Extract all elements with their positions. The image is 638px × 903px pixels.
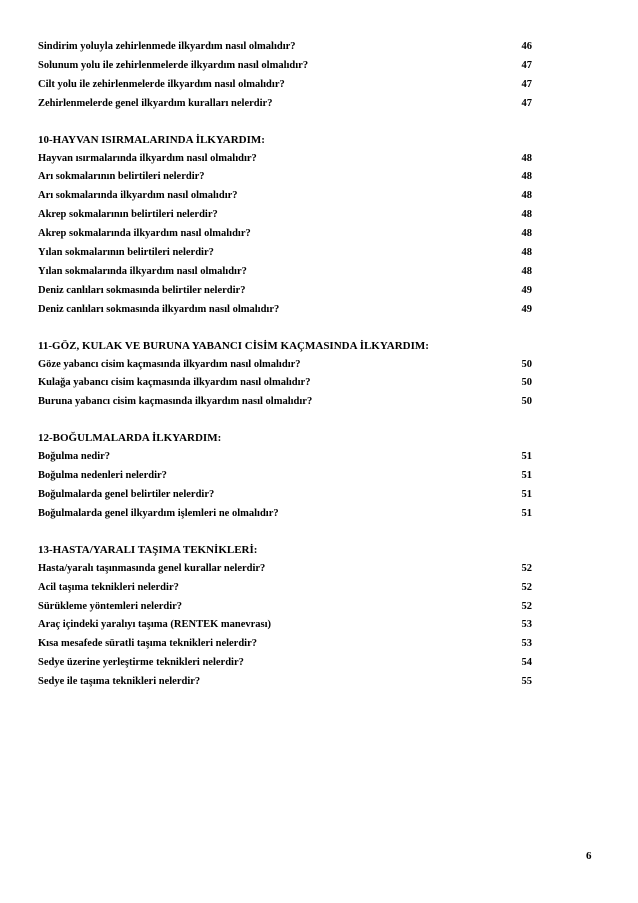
toc-entry [38,225,532,244]
toc-section [38,429,532,524]
toc-entry-text: Boğulma nedenleri nelerdir? [38,470,167,482]
toc-entry-page: 50 [521,358,532,370]
toc-entry [38,448,532,467]
toc-entry-text: Araç içindeki yaralıyı taşıma (RENTEK manevrası) [38,619,272,631]
toc-entry [38,654,532,673]
toc-entry-text: Arı sokmalarında ilkyardım nasıl olmalıdır? [38,190,238,202]
toc-entry [38,356,532,375]
toc-entry [38,486,532,505]
toc-entry-page: 48 [521,171,532,183]
toc-entry [38,76,532,95]
toc-entry-text: Deniz canlıları sokmasında belirtiler nelerdir? [38,284,246,296]
section-heading: 13-HASTA/YARALI TAŞIMA TEKNİKLERİ: [38,543,258,556]
toc-entry [38,467,532,486]
toc-entry-page: 53 [521,619,532,631]
toc-entry [38,635,532,654]
toc-entry-page: 48 [521,247,532,259]
toc-entry-text: Boğulmalarda genel ilkyardım işlemleri ne olmalıdır? [38,507,279,519]
toc-entry-page: 48 [521,228,532,240]
toc-entry-text: Cilt yolu ile zehirlenmelerde ilkyardım nasıl olmalıdır? [38,78,285,90]
toc-entry-text: Solunum yolu ile zehirlenmelerde ilkyardım nasıl olmalıdır? [38,59,309,71]
toc-entry [38,616,532,635]
toc-entry [38,263,532,282]
toc-entry-page: 48 [521,190,532,202]
section-heading: 12-BOĞULMALARDA İLKYARDIM: [38,432,222,445]
toc-entry-page: 46 [521,41,532,52]
toc-entry-text: Arı sokmalarının belirtileri nelerdir? [38,171,205,183]
toc-entry [38,206,532,225]
toc-entry-text: Acil taşıma teknikleri nelerdir? [38,581,179,593]
toc-entry-page: 50 [521,396,532,408]
toc-entry-text: Kısa mesafede süratli taşıma teknikleri nelerdir? [38,638,258,650]
toc-entry-page: 49 [521,303,532,315]
toc-entry-page: 48 [521,152,532,164]
toc-entry-page: 53 [521,638,532,650]
toc-entry-text: Zehirlenmelerde genel ilkyardım kuralları nelerdir? [38,97,273,109]
toc-entry [38,505,532,524]
toc-entry-text: Boğulma nedir? [38,451,111,463]
toc-entry [38,579,532,598]
table-of-contents [38,38,532,692]
toc-entry-text: Yılan sokmalarının belirtileri nelerdir? [38,247,214,259]
toc-entry-text: Sindirim yoluyla zehirlenmede ilkyardım nasıl olmalıdır? [38,41,296,52]
toc-entry-text: Sürükleme yöntemleri nelerdir? [38,600,183,612]
toc-entry [38,244,532,263]
toc-entry [38,168,532,187]
toc-entry-page: 52 [521,581,532,593]
toc-entry-page: 47 [521,78,532,90]
toc-entry [38,598,532,617]
toc-entry-text: Kulağa yabancı cisim kaçmasında ilkyardım nasıl olmalıdır? [38,377,311,389]
toc-entry-text: Yılan sokmalarında ilkyardım nasıl olmalıdır? [38,265,247,277]
toc-entry-text: Deniz canlıları sokmasında ilkyardım nasıl olmalıdır? [38,303,280,315]
toc-entry-text: Buruna yabancı cisim kaçmasında ilkyardım nasıl olmalıdır? [38,396,313,408]
section-heading: 11-GÖZ, KULAK VE BURUNA YABANCI CİSİM KAÇMASINDA İLKYARDIM: [38,339,429,352]
toc-entry [38,374,532,393]
toc-entry-page: 51 [521,470,532,482]
page-number: 6 [586,850,592,862]
toc-entry [38,560,532,579]
toc-entry-text: Hayvan ısırmalarında ilkyardım nasıl olmalıdır? [38,152,257,164]
toc-section [38,541,532,692]
toc-entry-page: 51 [521,451,532,463]
toc-entry-text: Akrep sokmalarının belirtileri nelerdir? [38,209,218,221]
toc-entry [38,282,532,301]
toc-entry [38,95,532,114]
toc-section [38,337,532,413]
toc-section [38,38,532,114]
toc-entry [38,57,532,76]
toc-entry-text: Akrep sokmalarında ilkyardım nasıl olmalıdır? [38,228,251,240]
toc-entry-text: Sedye ile taşıma teknikleri nelerdir? [38,676,201,688]
toc-entry-page: 52 [521,562,532,574]
toc-entry [38,393,532,412]
toc-entry-page: 51 [521,507,532,519]
toc-entry [38,187,532,206]
toc-entry-page: 48 [521,209,532,221]
section-heading: 10-HAYVAN ISIRMALARINDA İLKYARDIM: [38,133,265,146]
toc-entry-text: Sedye üzerine yerleştirme teknikleri nelerdir? [38,657,244,669]
toc-entry [38,38,532,57]
toc-entry-page: 54 [521,657,532,669]
toc-entry-page: 51 [521,489,532,501]
toc-entry-page: 52 [521,600,532,612]
toc-entry-text: Göze yabancı cisim kaçmasında ilkyardım nasıl olmalıdır? [38,358,301,370]
toc-entry-page: 47 [521,97,532,109]
toc-entry-text: Boğulmalarda genel belirtiler nelerdir? [38,489,215,501]
toc-entry-page: 47 [521,59,532,71]
toc-entry [38,673,532,692]
toc-entry-text: Hasta/yaralı taşınmasında genel kurallar nelerdir? [38,562,266,574]
toc-entry-page: 55 [521,676,532,688]
toc-entry-page: 48 [521,265,532,277]
toc-section [38,131,532,320]
toc-entry [38,150,532,169]
toc-entry-page: 49 [521,284,532,296]
toc-entry-page: 50 [521,377,532,389]
toc-entry [38,301,532,320]
